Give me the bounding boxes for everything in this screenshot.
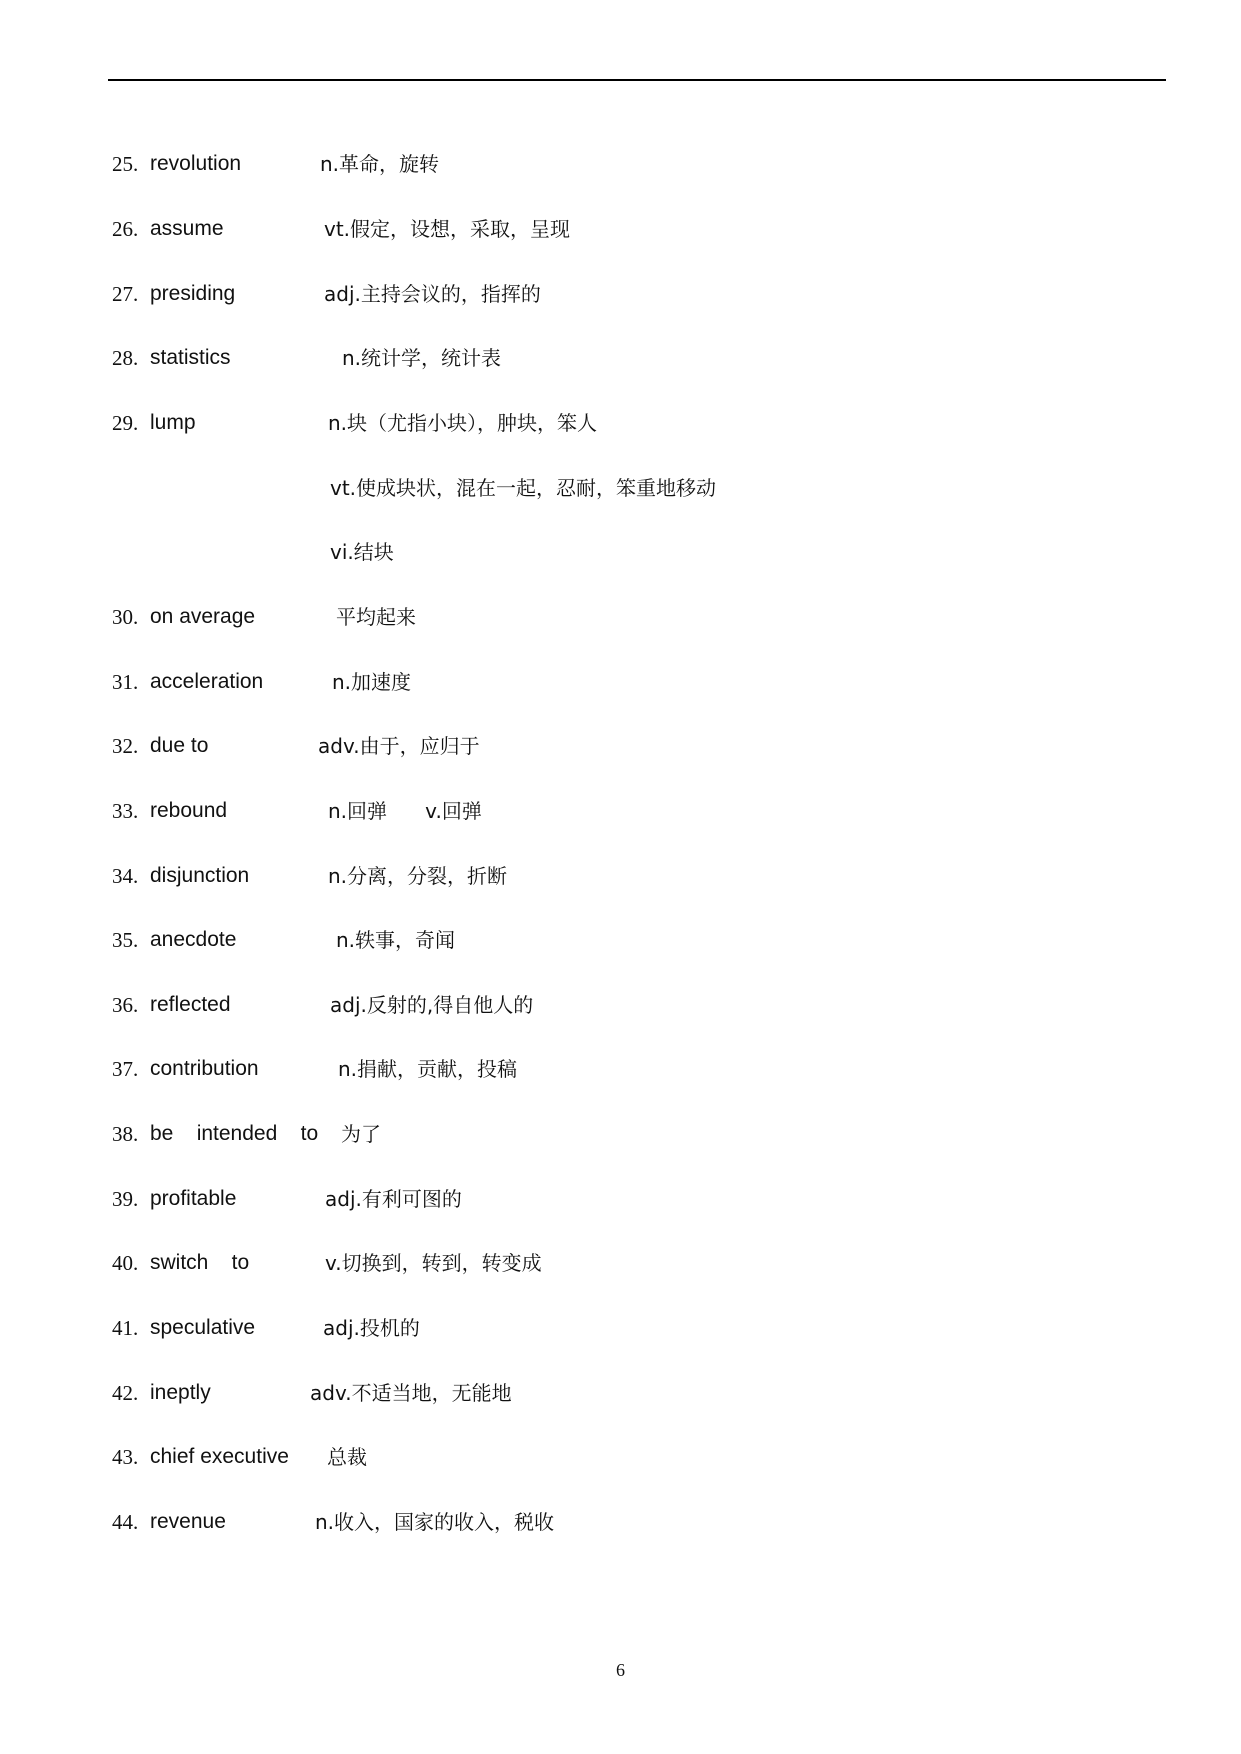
entry-definition: n.捐献，贡献，投稿 xyxy=(338,1057,518,1081)
list-item xyxy=(0,144,1241,184)
entry-term: rebound xyxy=(150,799,228,822)
list-item xyxy=(0,403,1241,443)
entry-definition: vt.假定，设想，采取，呈现 xyxy=(324,217,571,241)
list-item xyxy=(0,726,1241,766)
list-item xyxy=(0,468,1241,508)
entry-definition: vt.使成块状，混在一起，忍耐，笨重地移动 xyxy=(330,476,717,500)
list-item xyxy=(0,1437,1241,1477)
entry-number: 38. xyxy=(112,1122,139,1146)
list-item xyxy=(0,209,1241,249)
entry-number: 41. xyxy=(112,1316,139,1340)
entry-number: 32. xyxy=(112,734,139,758)
entry-term: ineptly xyxy=(150,1381,211,1404)
entry-term: anecdote xyxy=(150,928,237,951)
entry-term: switch to xyxy=(150,1251,250,1274)
entry-definition: n.轶事，奇闻 xyxy=(336,928,456,952)
entry-term: due to xyxy=(150,734,209,757)
entry-definition: 总裁 xyxy=(327,1445,367,1469)
entry-term: contribution xyxy=(150,1057,259,1080)
list-item xyxy=(0,1308,1241,1348)
list-item xyxy=(0,532,1241,572)
entry-definition: adv.由于，应归于 xyxy=(318,734,480,758)
entry-number: 40. xyxy=(112,1251,139,1275)
entry-number: 37. xyxy=(112,1057,139,1081)
entry-term: chief executive xyxy=(150,1445,289,1468)
list-item xyxy=(0,920,1241,960)
entry-number: 29. xyxy=(112,411,139,435)
entry-number: 28. xyxy=(112,346,139,370)
entry-definition: adj.投机的 xyxy=(323,1316,420,1340)
entry-term: lump xyxy=(150,411,196,434)
entry-number: 31. xyxy=(112,670,139,694)
entry-number: 35. xyxy=(112,928,139,952)
entry-number: 25. xyxy=(112,152,139,176)
entry-number: 27. xyxy=(112,282,139,306)
entry-number: 43. xyxy=(112,1445,139,1469)
entry-number: 30. xyxy=(112,605,139,629)
entry-term: acceleration xyxy=(150,670,264,693)
entry-term: assume xyxy=(150,217,224,240)
entry-number: 34. xyxy=(112,864,139,888)
entry-definition: adj.主持会议的，指挥的 xyxy=(324,282,541,306)
entry-definition: n.革命，旋转 xyxy=(320,152,440,176)
entry-number: 36. xyxy=(112,993,139,1017)
list-item xyxy=(0,791,1241,831)
entry-definition: n.收入，国家的收入，税收 xyxy=(315,1510,555,1534)
list-item xyxy=(0,274,1241,314)
entry-definition: n.块（尤指小块），肿块，笨人 xyxy=(328,411,598,435)
entry-term: be intended to xyxy=(150,1122,319,1145)
entry-definition: adj.反射的,得自他人的 xyxy=(330,993,534,1017)
list-item xyxy=(0,338,1241,378)
entry-definition: n.加速度 xyxy=(332,670,412,694)
entry-number: 39. xyxy=(112,1187,139,1211)
list-item xyxy=(0,856,1241,896)
entry-number: 26. xyxy=(112,217,139,241)
list-item xyxy=(0,1243,1241,1283)
list-item xyxy=(0,1502,1241,1542)
entry-term: presiding xyxy=(150,282,236,305)
list-item xyxy=(0,662,1241,702)
page-number: 6 xyxy=(616,1660,625,1680)
entry-term: disjunction xyxy=(150,864,250,887)
list-item xyxy=(0,1049,1241,1089)
entry-term: reflected xyxy=(150,993,231,1016)
entry-definition: adj.有利可图的 xyxy=(325,1187,462,1211)
entry-definition: adv.不适当地，无能地 xyxy=(310,1381,512,1405)
list-item xyxy=(0,985,1241,1025)
list-item xyxy=(0,1114,1241,1154)
list-item xyxy=(0,1179,1241,1219)
entry-definition: n.回弹 v.回弹 xyxy=(328,799,482,823)
entry-term: revolution xyxy=(150,152,242,175)
entry-definition: 为了 xyxy=(341,1122,381,1146)
entry-definition: v.切换到，转到，转变成 xyxy=(325,1251,542,1275)
entry-term: speculative xyxy=(150,1316,256,1339)
entry-definition: vi.结块 xyxy=(330,540,394,564)
entry-definition: n.分离，分裂，折断 xyxy=(328,864,508,888)
entry-number: 42. xyxy=(112,1381,139,1405)
entry-term: on average xyxy=(150,605,256,628)
entry-term: profitable xyxy=(150,1187,237,1210)
entry-number: 33. xyxy=(112,799,139,823)
list-item xyxy=(0,1373,1241,1413)
entry-number: 44. xyxy=(112,1510,139,1534)
list-item xyxy=(0,597,1241,637)
entry-term: revenue xyxy=(150,1510,226,1533)
entry-term: statistics xyxy=(150,346,231,369)
entry-definition: 平均起来 xyxy=(336,605,416,629)
entry-definition: n.统计学，统计表 xyxy=(342,346,502,370)
